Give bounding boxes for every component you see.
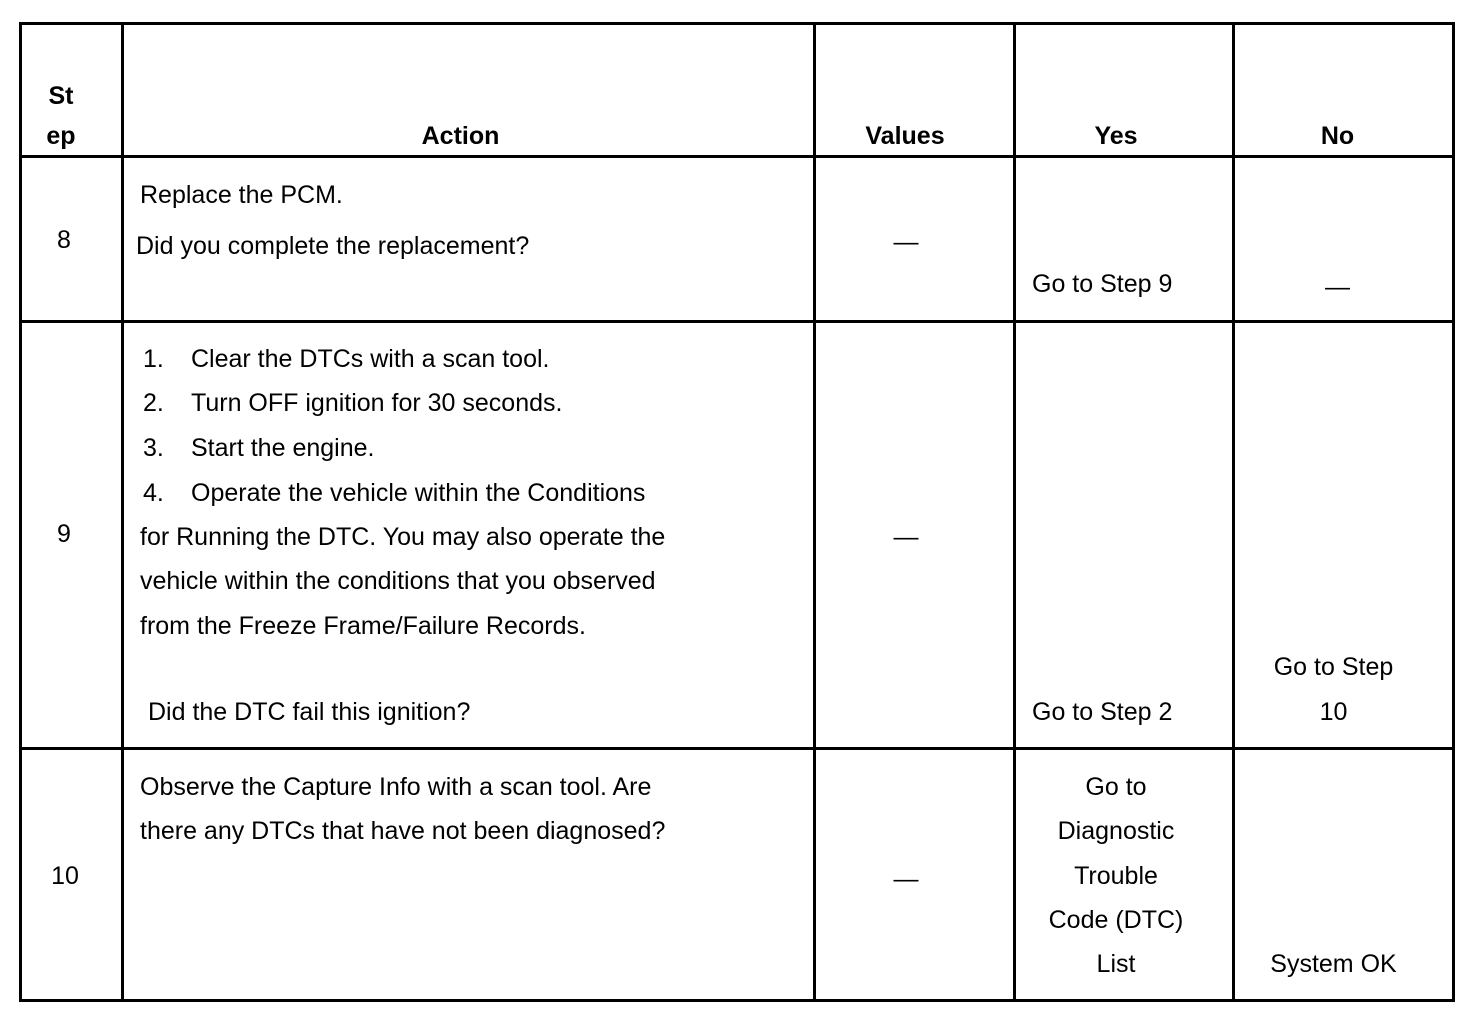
action-step-2 <box>143 381 562 425</box>
action-continuation: for Running the DTC. You may also operate the <box>140 523 666 551</box>
header-step-line-2: ep <box>46 122 76 150</box>
header-action: Action <box>421 122 500 150</box>
step-number: 8 <box>57 226 71 254</box>
row-9-bottom-border <box>19 747 1455 750</box>
yes-link: Go to Step 2 <box>1032 698 1173 726</box>
action-step-1 <box>143 337 549 381</box>
yes-link: Go to Step 9 <box>1032 270 1173 298</box>
step-column-divider <box>121 22 124 1002</box>
list-text: Turn OFF ignition for 30 seconds. <box>191 389 563 417</box>
list-text: Operate the vehicle within the Conditions <box>191 479 646 507</box>
list-text: Start the engine. <box>191 434 375 462</box>
header-no: No <box>1320 122 1355 150</box>
yes-link-line-5: List <box>1096 950 1136 978</box>
step-number: 10 <box>51 862 79 890</box>
no-link-line-1: Go to Step <box>1273 653 1394 681</box>
step-number: 9 <box>57 520 71 548</box>
action-text: there any DTCs that have not been diagnosed? <box>140 817 666 845</box>
no-dash: — <box>1325 273 1350 301</box>
list-text: Clear the DTCs with a scan tool. <box>191 345 550 373</box>
list-number: 2. <box>143 389 164 417</box>
list-number: 1. <box>143 345 164 373</box>
header-yes: Yes <box>1094 122 1138 150</box>
values-dash: — <box>893 228 919 256</box>
values-dash: — <box>893 523 919 551</box>
yes-link-line-2: Diagnostic <box>1057 817 1175 845</box>
diagnostic-table <box>19 22 1455 1002</box>
action-question: Did the DTC fail this ignition? <box>148 698 471 726</box>
header-step-line-1: St <box>48 82 74 110</box>
table-right-border <box>1452 22 1455 1002</box>
no-link-line-2: 10 <box>1319 698 1348 726</box>
action-column-divider <box>813 22 816 1002</box>
action-step-4 <box>143 471 645 515</box>
table-bottom-border <box>19 999 1455 1002</box>
yes-link-line-3: Trouble <box>1074 862 1158 890</box>
table-top-border <box>19 22 1455 25</box>
row-8-bottom-border <box>19 320 1455 323</box>
yes-column-divider <box>1232 22 1235 1002</box>
action-continuation: vehicle within the conditions that you observed <box>140 567 656 595</box>
list-number: 3. <box>143 434 164 462</box>
header-values: Values <box>865 122 945 150</box>
list-number: 4. <box>143 479 164 507</box>
action-step-3 <box>143 426 374 470</box>
action-question: Did you complete the replacement? <box>136 232 530 260</box>
action-text: Replace the PCM. <box>140 181 343 209</box>
values-dash: — <box>893 865 919 893</box>
no-result: System OK <box>1270 950 1397 978</box>
header-step <box>22 76 100 156</box>
yes-link-line-1: Go to <box>1085 773 1147 801</box>
action-continuation: from the Freeze Frame/Failure Records. <box>140 612 586 640</box>
yes-link-line-4: Code (DTC) <box>1048 906 1184 934</box>
action-text: Observe the Capture Info with a scan tool. Are <box>140 773 652 801</box>
